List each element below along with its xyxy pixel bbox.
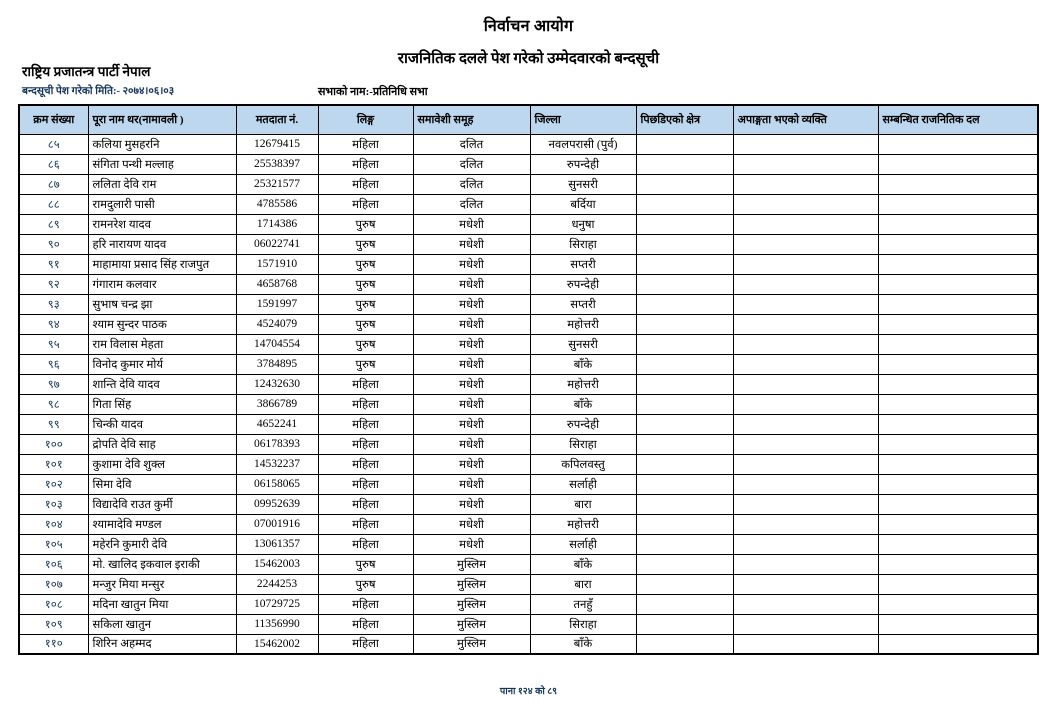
table-cell [878,234,1038,254]
table-row [19,194,1038,214]
table-cell: मधेशी [413,254,530,274]
table-cell [636,394,733,414]
table-cell: पुरुष [318,314,413,334]
table-cell [733,194,878,214]
table-cell: मधेशी [413,374,530,394]
table-cell: सप्तरी [530,294,636,314]
table-cell: १०४ [19,514,88,534]
table-cell: महिला [318,514,413,534]
table-cell [636,614,733,634]
table-cell: रुपन्देही [530,414,636,434]
table-cell [878,614,1038,634]
table-cell: ९५ [19,334,88,354]
table-cell: १०८ [19,594,88,614]
table-cell: 10729725 [236,594,318,614]
table-row [19,254,1038,274]
table-cell: 3784895 [236,354,318,374]
table-cell: तनहुँ [530,594,636,614]
column-header: अपाङ्गता भएको व्यक्ति [733,105,878,134]
table-cell: द्रोपति देवि साह [88,434,236,454]
table-cell [733,154,878,174]
table-cell: नवलपरासी (पुर्व) [530,134,636,154]
table-cell: बाँके [530,354,636,374]
table-cell: महेरनि कुमारी देवि [88,534,236,554]
table-cell [733,134,878,154]
candidate-table [18,104,1039,655]
table-cell [878,214,1038,234]
table-cell: श्यामादेवि मण्डल [88,514,236,534]
party-name: राष्ट्रिय प्रजातन्त्र पार्टी नेपाल [22,64,151,79]
table-cell: महोत्तरी [530,514,636,534]
table-cell [636,474,733,494]
column-header: जिल्ला [530,105,636,134]
table-cell: मधेशी [413,434,530,454]
table-cell: ८५ [19,134,88,154]
table-cell: महिला [318,174,413,194]
table-cell: मुस्लिम [413,594,530,614]
table-cell: 4652241 [236,414,318,434]
table-cell: कुशामा देवि शुक्ल [88,454,236,474]
table-cell [636,314,733,334]
table-cell: मधेशी [413,294,530,314]
table-cell: मधेशी [413,394,530,414]
table-cell [878,474,1038,494]
table-cell: 14704554 [236,334,318,354]
table-cell: महिला [318,194,413,214]
table-cell: मधेशी [413,454,530,474]
column-header: सम्बन्धित राजनितिक दल [878,105,1038,134]
table-row [19,554,1038,574]
table-cell: कपिलवस्तु [530,454,636,474]
table-cell [636,634,733,654]
header-row [19,105,1038,134]
table-cell: राम विलास मेहता [88,334,236,354]
table-cell: 4785586 [236,194,318,214]
table-cell: १०० [19,434,88,454]
table-cell: १०७ [19,574,88,594]
table-cell: महिला [318,134,413,154]
table-cell [636,214,733,234]
table-row [19,334,1038,354]
table-cell [878,294,1038,314]
column-header: लिङ्ग [318,105,413,134]
table-cell: सप्तरी [530,254,636,274]
table-cell: सुनसरी [530,174,636,194]
table-cell: 3866789 [236,394,318,414]
table-cell [878,594,1038,614]
table-cell: 06022741 [236,234,318,254]
table-cell: 06178393 [236,434,318,454]
table-row [19,434,1038,454]
table-cell [878,134,1038,154]
table-cell [733,554,878,574]
table-cell [878,494,1038,514]
table-cell: 25538397 [236,154,318,174]
table-cell [878,314,1038,334]
table-cell [636,554,733,574]
table-cell: रुपन्देही [530,154,636,174]
table-cell: पुरुष [318,274,413,294]
table-cell: ९७ [19,374,88,394]
table-cell: 09952639 [236,494,318,514]
table-cell: गिता सिंह [88,394,236,414]
table-cell [733,474,878,494]
table-cell: पुरुष [318,214,413,234]
table-cell [878,194,1038,214]
table-cell: ९८ [19,394,88,414]
table-cell: हरि नारायण यादव [88,234,236,254]
table-cell: दलित [413,194,530,214]
table-cell: संगिता पन्थी मल्लाह [88,154,236,174]
table-cell [636,334,733,354]
table-cell: मधेशी [413,534,530,554]
table-cell: मुस्लिम [413,574,530,594]
table-cell [878,514,1038,534]
table-cell: सिराहा [530,434,636,454]
table-cell: महिला [318,394,413,414]
table-cell: सुभाष चन्द्र झा [88,294,236,314]
table-cell [636,354,733,374]
page-number-footer: पाना १२४ को ८९ [499,687,558,697]
table-cell: पुरुष [318,294,413,314]
table-cell [636,574,733,594]
column-header: समावेशी समूह [413,105,530,134]
table-cell [733,274,878,294]
table-cell: शिरिन अहम्मद [88,634,236,654]
table-cell: सकिला खातुन [88,614,236,634]
table-cell [878,394,1038,414]
table-cell: महिला [318,594,413,614]
table-cell [636,434,733,454]
table-cell: दलित [413,134,530,154]
table-cell: 12679415 [236,134,318,154]
table-cell [878,534,1038,554]
table-cell [733,174,878,194]
table-cell: १०२ [19,474,88,494]
table-cell: १०६ [19,554,88,574]
table-row [19,294,1038,314]
table-cell [878,634,1038,654]
org-title: निर्वाचन आयोग [483,18,574,35]
column-header: पिछडिएको क्षेत्र [636,105,733,134]
table-cell: विद्यादेवि राउत कुर्मी [88,494,236,514]
table-cell: ९४ [19,314,88,334]
table-cell [733,494,878,514]
table-cell [733,634,878,654]
table-cell: ११० [19,634,88,654]
table-row [19,614,1038,634]
table-cell: 12432630 [236,374,318,394]
table-cell [733,254,878,274]
table-cell [636,414,733,434]
table-cell: ९१ [19,254,88,274]
table-cell [636,234,733,254]
table-row [19,394,1038,414]
table-row [19,574,1038,594]
table-cell: विनोद कुमार मोर्य [88,354,236,374]
table-cell: पुरुष [318,354,413,374]
table-cell [733,534,878,554]
table-cell [878,374,1038,394]
table-cell [636,134,733,154]
candidate-table-header [19,105,1038,134]
table-cell: मधेशी [413,334,530,354]
table-row [19,414,1038,434]
table-cell [733,354,878,374]
column-header: पूरा नाम थर(नामावली ) [88,105,236,134]
table-cell [733,514,878,534]
table-cell: 25321577 [236,174,318,194]
table-cell [733,434,878,454]
table-cell [636,274,733,294]
table-cell: ९० [19,234,88,254]
table-row [19,154,1038,174]
table-cell [878,274,1038,294]
table-cell: बाँके [530,394,636,414]
table-cell [878,414,1038,434]
table-cell: मधेशी [413,354,530,374]
table-cell: १०५ [19,534,88,554]
table-cell: १०१ [19,454,88,474]
table-cell [878,554,1038,574]
table-cell: मुस्लिम [413,554,530,574]
table-cell: दलित [413,154,530,174]
table-cell [636,154,733,174]
table-cell: 15462003 [236,554,318,574]
table-cell: रामनरेश यादव [88,214,236,234]
table-cell: बारा [530,574,636,594]
table-row [19,534,1038,554]
table-cell: माहामाया प्रसाद सिंह राजपुत [88,254,236,274]
table-cell: 07001916 [236,514,318,534]
table-cell [733,574,878,594]
table-cell [733,334,878,354]
table-cell: महिला [318,534,413,554]
table-cell: महिला [318,494,413,514]
table-cell: 4658768 [236,274,318,294]
table-cell [878,574,1038,594]
table-cell [733,214,878,234]
table-cell: दलित [413,174,530,194]
table-cell: 15462002 [236,634,318,654]
table-cell [733,294,878,314]
table-cell [733,454,878,474]
table-cell [636,294,733,314]
table-cell [636,254,733,274]
table-cell: पुरुष [318,574,413,594]
table-cell: ९२ [19,274,88,294]
table-row [19,354,1038,374]
table-cell: मुस्लिम [413,614,530,634]
table-cell: बाँके [530,554,636,574]
table-cell [878,454,1038,474]
table-cell [636,194,733,214]
table-cell [878,334,1038,354]
table-cell [878,254,1038,274]
table-cell [878,154,1038,174]
table-cell: ललिता देवि राम [88,174,236,194]
table-row [19,474,1038,494]
table-cell: चिन्की यादव [88,414,236,434]
table-cell: मधेशी [413,234,530,254]
table-cell [878,174,1038,194]
column-header: क्रम संख्या [19,105,88,134]
table-cell [636,174,733,194]
table-cell: ८९ [19,214,88,234]
table-cell [733,374,878,394]
table-cell [636,374,733,394]
table-cell: बर्दिया [530,194,636,214]
table-row [19,234,1038,254]
table-cell: महिला [318,474,413,494]
table-cell: मुस्लिम [413,634,530,654]
table-cell: 13061357 [236,534,318,554]
table-cell: महिला [318,414,413,434]
table-cell: 1714386 [236,214,318,234]
table-row [19,134,1038,154]
table-row [19,514,1038,534]
document-subtitle: राजनितिक दलले पेश गरेको उम्मेदवारको बन्दसूची [397,51,660,67]
table-cell [636,594,733,614]
candidate-table-body [19,134,1038,654]
table-cell: १०९ [19,614,88,634]
table-cell: महोत्तरी [530,374,636,394]
table-cell: मधेशी [413,494,530,514]
table-cell: पुरुष [318,334,413,354]
table-cell: ८७ [19,174,88,194]
table-cell: सुनसरी [530,334,636,354]
table-cell: 06158065 [236,474,318,494]
table-cell: महिला [318,634,413,654]
title-block [0,14,1057,68]
table-cell: ९६ [19,354,88,374]
table-cell: कलिया मुसहरनि [88,134,236,154]
table-row [19,634,1038,654]
table-cell: ८८ [19,194,88,214]
table-cell: धनुषा [530,214,636,234]
table-cell: मधेशी [413,274,530,294]
table-cell: महिला [318,374,413,394]
column-header: मतदाता नं. [236,105,318,134]
table-cell: 1591997 [236,294,318,314]
table-cell: बारा [530,494,636,514]
table-cell: महिला [318,614,413,634]
table-cell [636,534,733,554]
table-cell [636,494,733,514]
table-cell: मो. खालिद इकवाल इराकी [88,554,236,574]
table-cell: 11356990 [236,614,318,634]
table-cell: सर्लाही [530,534,636,554]
assembly-name-line: सभाको नाम:-प्रतिनिधि सभा [318,86,428,98]
table-cell: ९३ [19,294,88,314]
table-cell [878,354,1038,374]
table-cell: सिराहा [530,234,636,254]
table-cell [733,234,878,254]
table-cell: बाँके [530,634,636,654]
table-row [19,454,1038,474]
table-cell: महिला [318,454,413,474]
table-cell: 2244253 [236,574,318,594]
table-cell: 14532237 [236,454,318,474]
table-cell [878,434,1038,454]
table-cell [636,514,733,534]
table-cell: गंगाराम कलवार [88,274,236,294]
table-cell: १०३ [19,494,88,514]
table-cell: ९९ [19,414,88,434]
table-cell: महिला [318,434,413,454]
table-cell: मधेशी [413,314,530,334]
table-cell: रुपन्देही [530,274,636,294]
table-cell: मधेशी [413,214,530,234]
table-cell: रामदुलारी पासी [88,194,236,214]
table-cell: शान्ति देवि यादव [88,374,236,394]
table-cell: मदिना खातुन मिया [88,594,236,614]
table-cell: मधेशी [413,414,530,434]
table-row [19,594,1038,614]
table-cell: सिराहा [530,614,636,634]
table-cell [733,614,878,634]
table-cell [733,394,878,414]
table-row [19,374,1038,394]
table-row [19,314,1038,334]
table-cell [733,594,878,614]
table-cell [636,454,733,474]
table-cell: मन्जुर मिया मन्सुर [88,574,236,594]
table-cell: मधेशी [413,474,530,494]
table-cell: महोत्तरी [530,314,636,334]
table-cell: पुरुष [318,554,413,574]
table-cell [733,314,878,334]
submission-date-line: बन्दसूची पेश गरेको मिति:- २०७४।०६।०३ [22,86,175,97]
table-cell: पुरुष [318,234,413,254]
table-row [19,214,1038,234]
table-cell [733,414,878,434]
table-cell: 1571910 [236,254,318,274]
table-cell: महिला [318,154,413,174]
table-cell: श्याम सुन्दर पाठक [88,314,236,334]
table-cell: सिमा देवि [88,474,236,494]
table-row [19,494,1038,514]
table-cell: ८६ [19,154,88,174]
table-cell: सर्लाही [530,474,636,494]
table-row [19,174,1038,194]
table-cell: मधेशी [413,514,530,534]
table-cell: 4524079 [236,314,318,334]
table-row [19,274,1038,294]
table-cell: पुरुष [318,254,413,274]
